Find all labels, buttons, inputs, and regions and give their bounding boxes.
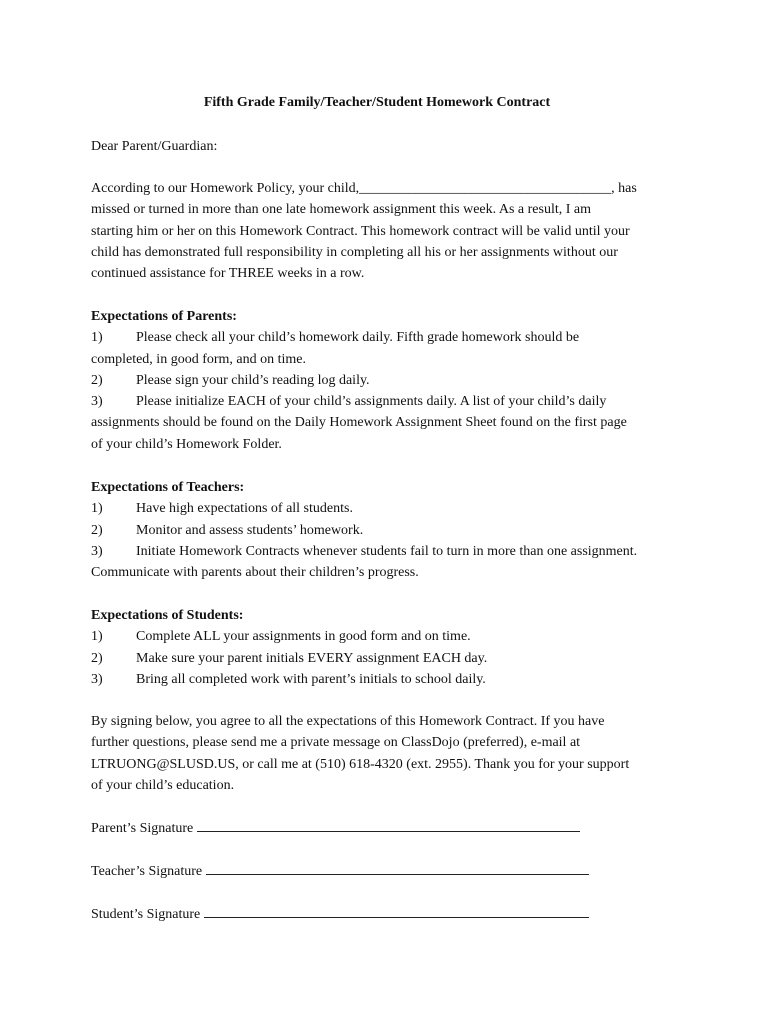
closing-line: By signing below, you agree to all the expectations of this Homework Contract. If you have (91, 714, 605, 729)
list-item: 2) Make sure your parent initials EVERY assignment EACH day. (91, 650, 488, 666)
greeting: Dear Parent/Guardian: (91, 139, 218, 154)
teacher-signature-line[interactable] (206, 862, 589, 875)
document-title: Fifth Grade Family/Teacher/Student Homework Contract (203, 95, 551, 110)
intro-line: According to our Homework Policy, your child,____________________________________, has (91, 181, 637, 196)
list-item: 1) Please check all your child’s homework daily. Fifth grade homework should be (91, 330, 580, 346)
parents-section (91, 306, 627, 455)
closing-line: further questions, please send me a private message on ClassDojo (preferred), e-mail at (91, 735, 581, 751)
list-item: 3) Please initialize EACH of your child’s assignments daily. A list of your child’s daily (91, 394, 607, 410)
parents-heading: Expectations of Parents: (91, 309, 237, 324)
student-signature-line[interactable] (204, 905, 589, 918)
student-signature-label: Student’s Signature (91, 907, 201, 922)
students-section (91, 605, 487, 690)
list-item-continuation: Communicate with parents about their children’s progress. (91, 565, 419, 581)
list-item: 3) Bring all completed work with parent’s initials to school daily. (91, 671, 486, 687)
list-item: 1) Have high expectations of all students. (91, 501, 353, 517)
list-item-continuation: completed, in good form, and on time. (91, 351, 307, 367)
teachers-section (91, 477, 637, 583)
closing-line: of your child’s education. (91, 777, 235, 793)
list-item: 2) Please sign your child’s reading log daily. (91, 372, 370, 388)
student-signature-row (91, 904, 589, 925)
teachers-heading: Expectations of Teachers: (91, 480, 245, 495)
teacher-signature-row (91, 861, 589, 882)
list-item-continuation: assignments should be found on the Daily Homework Assignment Sheet found on the first page (91, 415, 627, 431)
list-item: 1) Complete ALL your assignments in good form and on time. (91, 629, 471, 645)
intro-paragraph (91, 178, 637, 284)
parent-signature-line[interactable] (197, 819, 580, 832)
list-item-continuation: of your child’s Homework Folder. (91, 436, 282, 452)
intro-line: starting him or her on this Homework Contract. This homework contract will be valid until your (91, 223, 630, 239)
parent-signature-label: Parent’s Signature (91, 821, 194, 836)
closing-paragraph (91, 711, 629, 796)
list-item: 2) Monitor and assess students’ homework. (91, 522, 364, 538)
closing-line: LTRUONG@SLUSD.US, or call me at (510) 618-4320 (ext. 2955). Thank you for your support (91, 756, 630, 772)
document-page (91, 0, 691, 1024)
students-heading: Expectations of Students: (91, 608, 244, 623)
teacher-signature-label: Teacher’s Signature (91, 864, 203, 879)
intro-line: missed or turned in more than one late homework assignment this week. As a result, I am (91, 202, 592, 218)
intro-line: continued assistance for THREE weeks in a row. (91, 266, 365, 282)
intro-line: child has demonstrated full responsibility in completing all his or her assignments without our (91, 244, 618, 260)
list-item: 3) Initiate Homework Contracts whenever students fail to turn in more than one assignment. (91, 543, 638, 559)
parent-signature-row (91, 818, 580, 839)
